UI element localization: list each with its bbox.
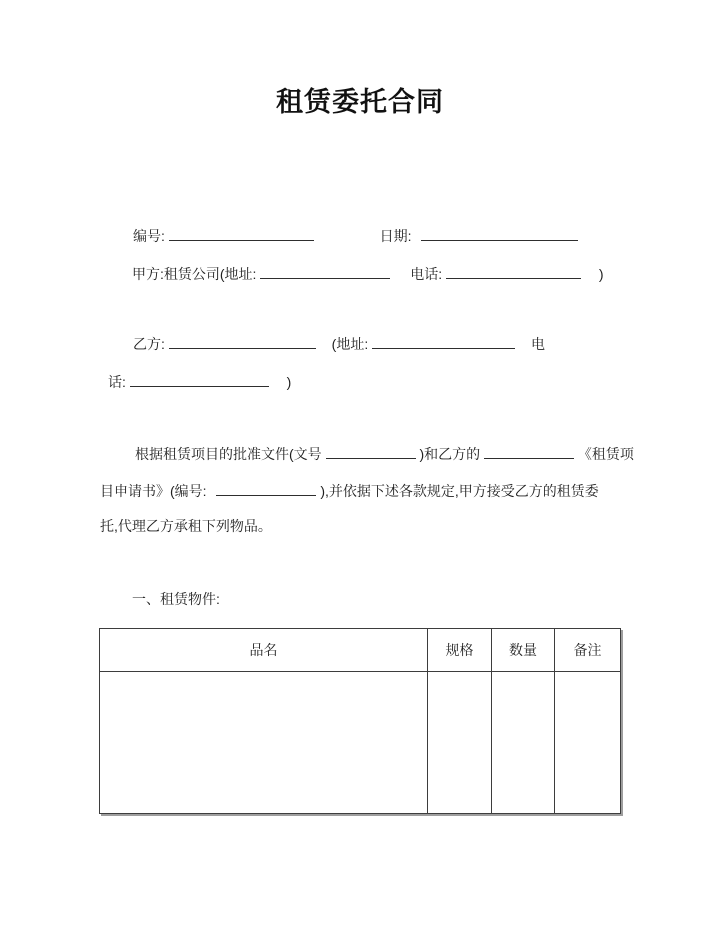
intro-paragraph-line-3 [100, 516, 660, 538]
intro-text: 根据租赁项目的批准文件(文号 [135, 446, 322, 462]
intro-text: 《租赁项 [577, 446, 634, 462]
items-table-cell-qty [492, 672, 555, 814]
party-b-label: 乙方: [133, 336, 165, 352]
section-1-heading-row [100, 589, 660, 611]
number-label: 编号: [133, 228, 165, 244]
party-b-name-blank-line [169, 332, 316, 349]
party-b-phone-wrap-row [100, 370, 660, 392]
intro-text: 托,代理乙方承租下列物品。 [100, 518, 272, 534]
party-b-phone-wrap-end: 话: [108, 374, 126, 390]
party-a-close-paren: ) [598, 266, 604, 282]
number-date-row [100, 224, 660, 246]
intro-text: )和乙方的 [419, 446, 481, 462]
items-table-header-name: 品名 [100, 629, 428, 672]
date-blank-line [421, 224, 578, 241]
items-table-header-row [100, 629, 621, 672]
party-b-address-label: (地址: [331, 336, 369, 352]
intro-paragraph-line-2 [100, 479, 660, 501]
date-label: 日期: [379, 228, 412, 244]
party-a-phone-label: 电话: [410, 266, 443, 282]
items-table-empty-row [100, 672, 621, 814]
intro-text: ),并依据下述各款规定,甲方接受乙方的租赁委 [320, 483, 599, 499]
document-title: 租赁委托合同 [276, 87, 444, 117]
items-table-header-spec: 规格 [428, 629, 492, 672]
party-b-phone-blank-line [130, 370, 269, 387]
items-table-cell-name [100, 672, 428, 814]
party-b-row [100, 332, 660, 354]
application-number-blank-line [216, 479, 316, 496]
intro-text: 目申请书》(编号: [100, 483, 207, 499]
party-b-close-paren: ) [286, 374, 292, 390]
party-a-address-blank-line [260, 262, 390, 279]
items-table-header-note: 备注 [555, 629, 621, 672]
party-b-of-blank-line [484, 442, 574, 459]
section-1-heading: 一、租赁物件: [132, 591, 220, 607]
approval-doc-number-blank-line [326, 442, 416, 459]
items-table-cell-spec [428, 672, 492, 814]
intro-paragraph-line-1 [100, 442, 660, 464]
party-a-label: 甲方:租赁公司(地址: [132, 266, 257, 282]
party-a-phone-blank-line [446, 262, 581, 279]
party-a-row [100, 262, 660, 284]
items-table-header-qty: 数量 [492, 629, 555, 672]
number-blank-line [169, 224, 314, 241]
rental-items-table [99, 628, 621, 814]
items-table-cell-note [555, 672, 621, 814]
party-b-phone-wrap-start: 电 [531, 336, 546, 352]
party-b-address-blank-line [372, 332, 515, 349]
